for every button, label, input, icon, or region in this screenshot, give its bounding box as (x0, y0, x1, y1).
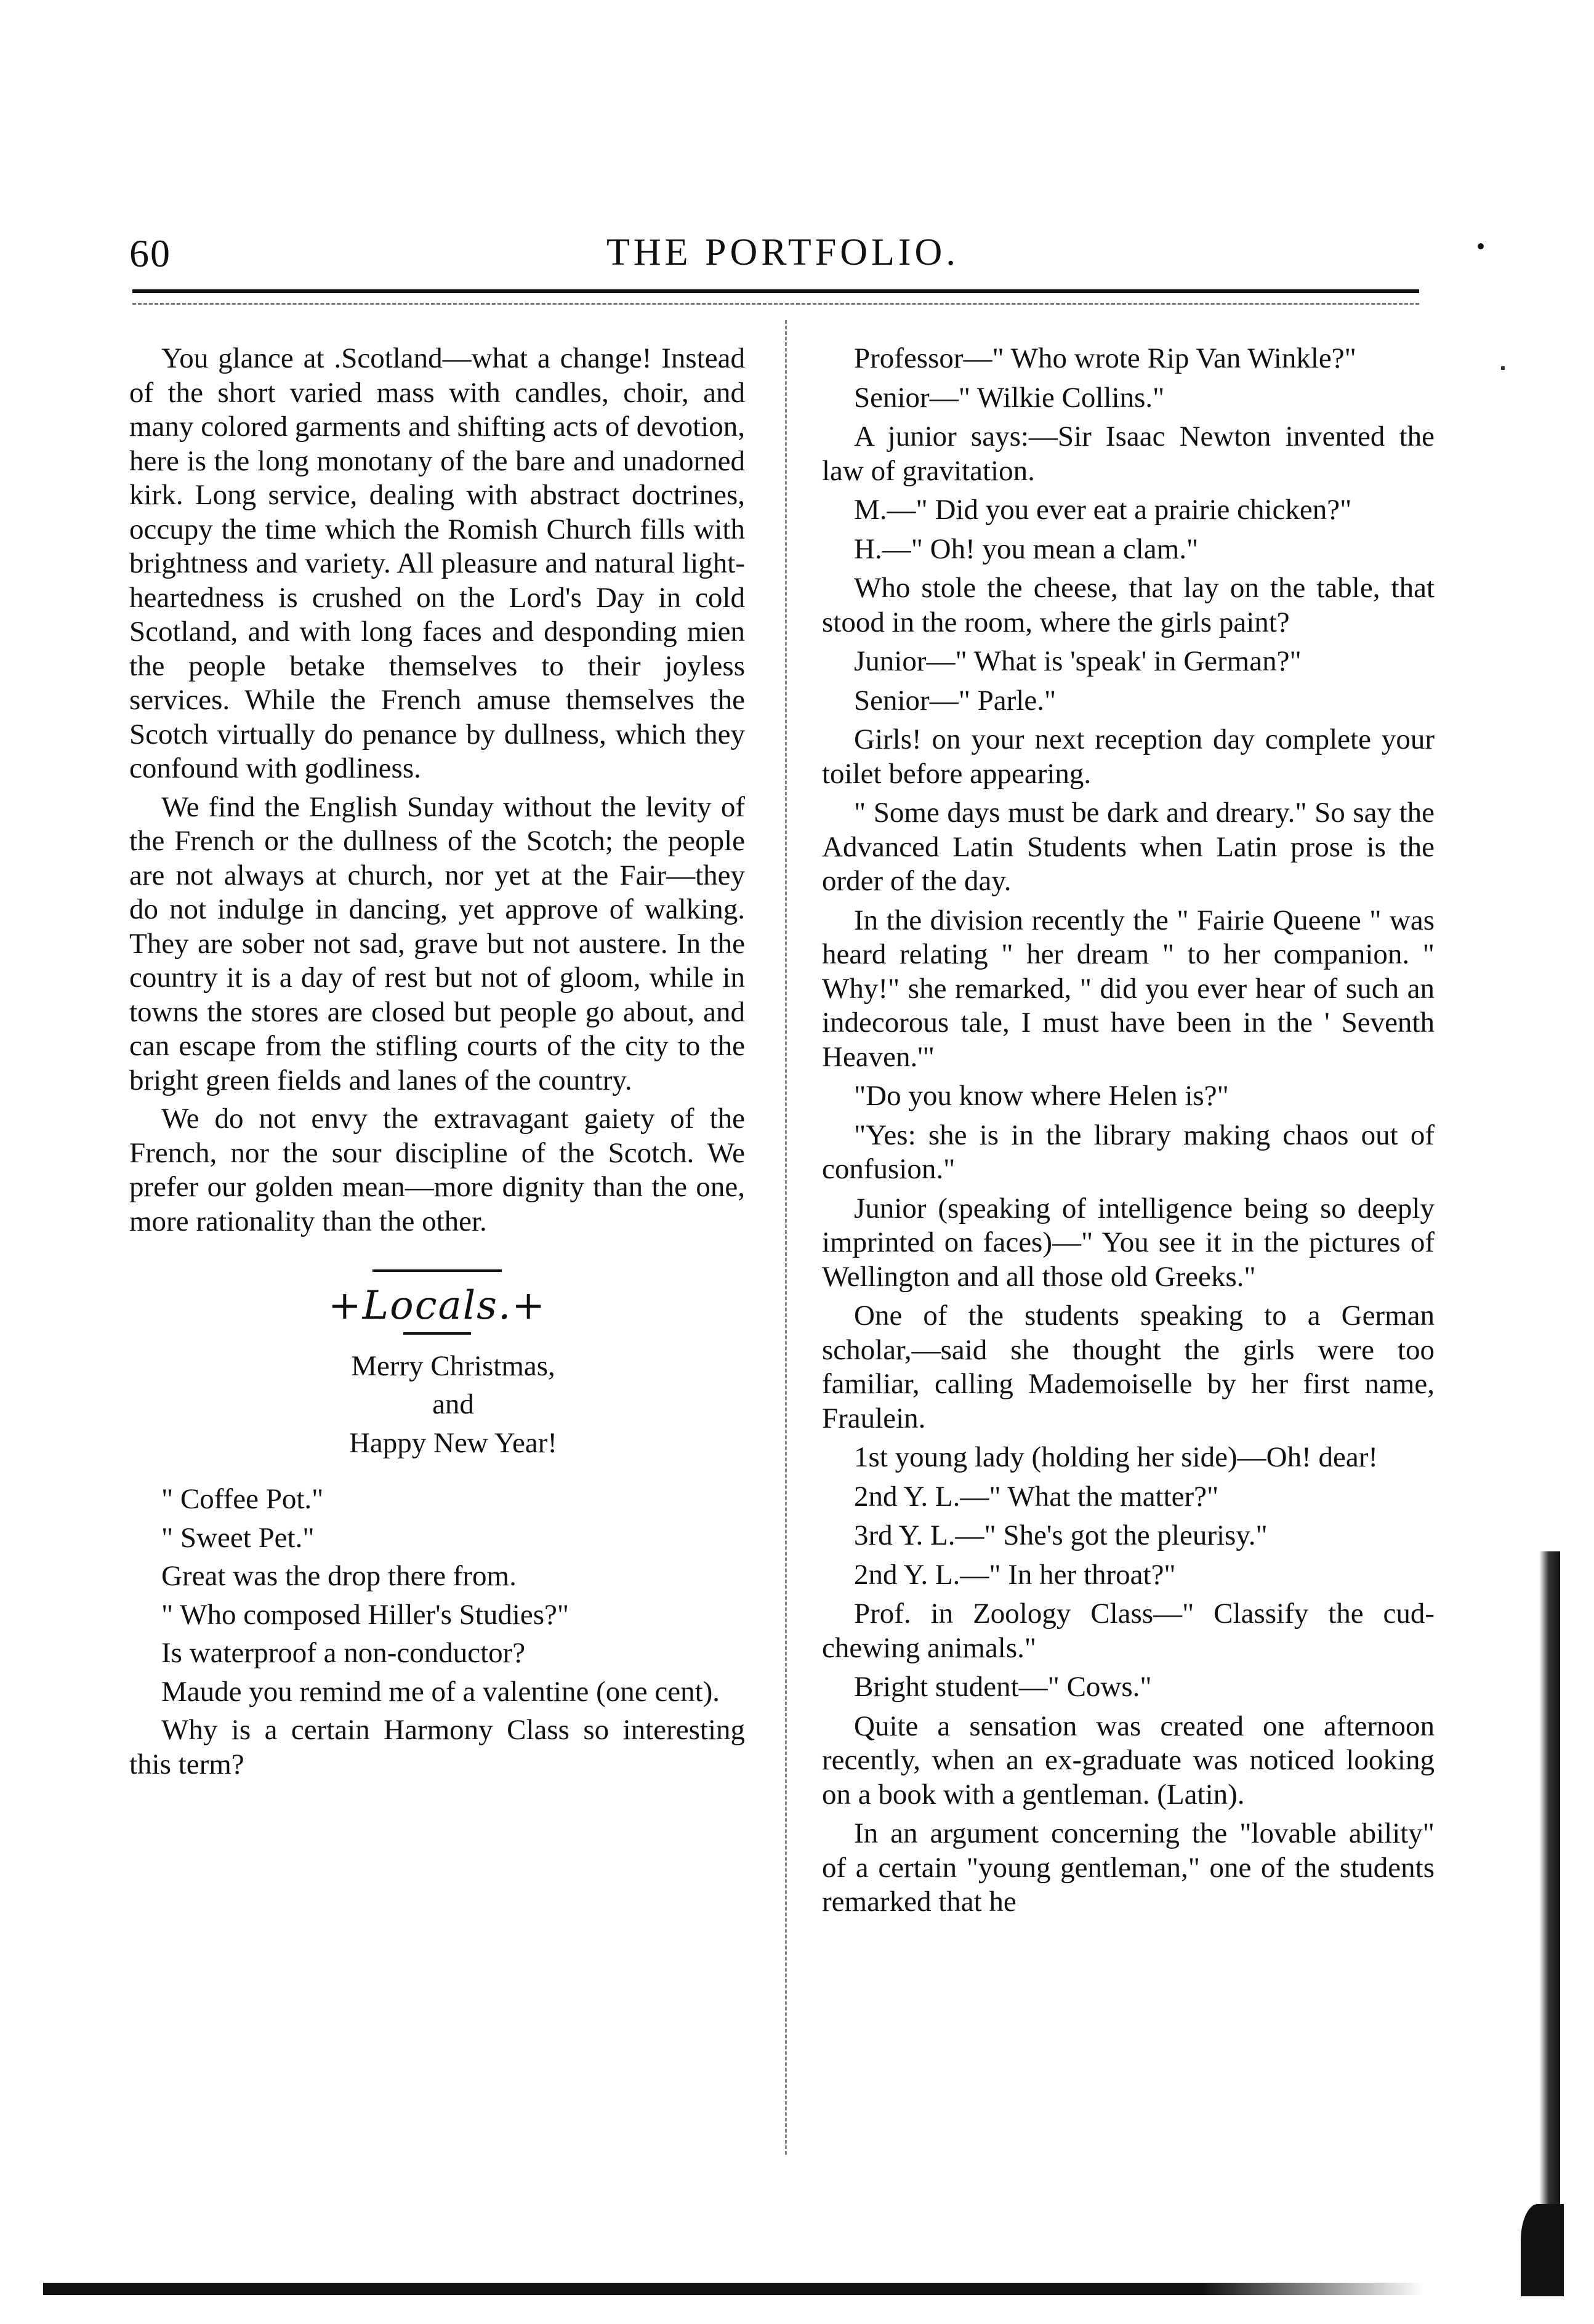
paragraph: We do not envy the extravagant gaiety of the French, nor the sour discipline of the Scotch. We prefer our golden mean—more dignity than the one, more rationality than the other. (129, 1103, 745, 1237)
local-item: In an argument concerning the "lovable ability" of a certain "young gentleman," one of the students remarked that he (822, 1817, 1435, 1918)
local-item: Girls! on your next reception day complete your toilet before appearing. (822, 723, 1435, 790)
running-title: THE PORTFOLIO. (606, 231, 959, 273)
greeting-line: Merry Christmas, (351, 1349, 555, 1382)
local-item: Bright student—" Cows." (854, 1671, 1152, 1703)
local-item: Professor—" Who wrote Rip Van Winkle?" (854, 342, 1356, 374)
local-item: Junior (speaking of intelligence being so deeply imprinted on faces)—" You see it in the pictures of Wellington and all those old Greeks." (822, 1192, 1435, 1293)
local-item: Junior—" What is 'speak' in German?" (854, 645, 1302, 677)
local-item: H.—" Oh! you mean a clam." (854, 533, 1199, 565)
paragraph: You glance at .Scotland—what a change! Instead of the short varied mass with candles, choir, and many colored garments and shifting acts of devotion, here is the long monotany of the bare and unadorned kirk. Long service, dealing with abstract doctrines, occupy the time which the Romish Church fills with brightness and variety. All pleasure and natural light-heartedness is crushed on the Lord's Day in cold Scotland, and with long faces and desponding mien the people betake themselves to their joyless services. While the French amuse themselves the Scotch virtually do penance by dullness, which they confound with godliness. (129, 342, 745, 784)
local-item: " Who composed Hiller's Studies?" (161, 1598, 570, 1631)
section-rule (372, 1269, 502, 1272)
local-item: " Sweet Pet." (161, 1521, 315, 1554)
greeting-line: and (432, 1388, 474, 1420)
local-item: M.—" Did you ever eat a prairie chicken?" (854, 494, 1352, 526)
local-item: Is waterproof a non-conductor? (161, 1637, 526, 1669)
left-column (129, 342, 745, 1786)
local-item: One of the students speaking to a German scholar,—said she thought the girls were too familiar, calling Mademoiselle by her first name, Fraulein. (822, 1300, 1435, 1434)
paragraph: We find the English Sunday without the levity of the French or the dullness of the Scotch; the people are not always at church, nor yet at the Fair—they do not indulge in dancing, yet approve of walking. They are sober not sad, grave but not austere. In the country it is a day of rest but not of gloom, while in towns the stores are closed but people go about, and can escape from the stifling courts of the city to the bright green fields and lanes of the country. (129, 790, 745, 1096)
local-item: Maude you remind me of a valentine (one cent). (161, 1675, 720, 1708)
margin-tick (1501, 366, 1505, 370)
local-item: " Coffee Pot." (161, 1483, 324, 1515)
local-item: Why is a certain Harmony Class so interesting this term? (129, 1714, 745, 1780)
local-item: In the division recently the " Fairie Queene " was heard relating " her dream " to her companion. " Why!" she remarked, " did you ever hear of such an indecorous tale, I must have been in the ' Seventh Heaven.'" (822, 904, 1435, 1073)
greeting-line: Happy New Year! (348, 1426, 558, 1459)
local-item: Prof. in Zoology Class—" Classify the cud-chewing animals." (822, 1598, 1435, 1664)
local-item: 1st young lady (holding her side)—Oh! dear! (854, 1441, 1379, 1473)
header-rule (132, 289, 1419, 293)
local-item: Who stole the cheese, that lay on the table, that stood in the room, where the girls paint? (822, 572, 1435, 638)
page-edge-corner (1521, 2204, 1564, 2296)
local-item: Senior—" Wilkie Collins." (854, 381, 1165, 414)
right-column (822, 342, 1435, 1924)
column-divider (785, 320, 787, 2155)
greeting (129, 1349, 745, 1461)
local-item: " Some days must be dark and dreary." So say the Advanced Latin Students when Latin prose is the order of the day. (822, 797, 1435, 897)
margin-dot (1478, 243, 1484, 249)
locals-heading: +Locals.+ (328, 1283, 546, 1329)
page-edge-shadow (1539, 1551, 1560, 2284)
local-item: "Do you know where Helen is?" (854, 1080, 1229, 1112)
local-item: Great was the drop there from. (161, 1560, 517, 1592)
local-item: "Yes: she is in the library making chaos out of confusion." (822, 1119, 1435, 1185)
local-item: 3rd Y. L.—" She's got the pleurisy." (854, 1519, 1268, 1551)
local-item: A junior says:—Sir Isaac Newton invented the law of gravitation. (822, 420, 1435, 487)
heading-underline (403, 1332, 471, 1335)
bottom-edge-fade (1201, 2282, 1521, 2296)
header-rule-dashed (132, 303, 1419, 305)
local-item: Senior—" Parle." (854, 684, 1057, 717)
local-item: 2nd Y. L.—" In her throat?" (854, 1558, 1176, 1591)
local-item: 2nd Y. L.—" What the matter?" (854, 1480, 1219, 1513)
page-number: 60 (129, 231, 171, 275)
local-item: Quite a sensation was created one afternoon recently, when an ex-graduate was noticed looking on a book with a gentleman. (Latin). (822, 1710, 1435, 1811)
